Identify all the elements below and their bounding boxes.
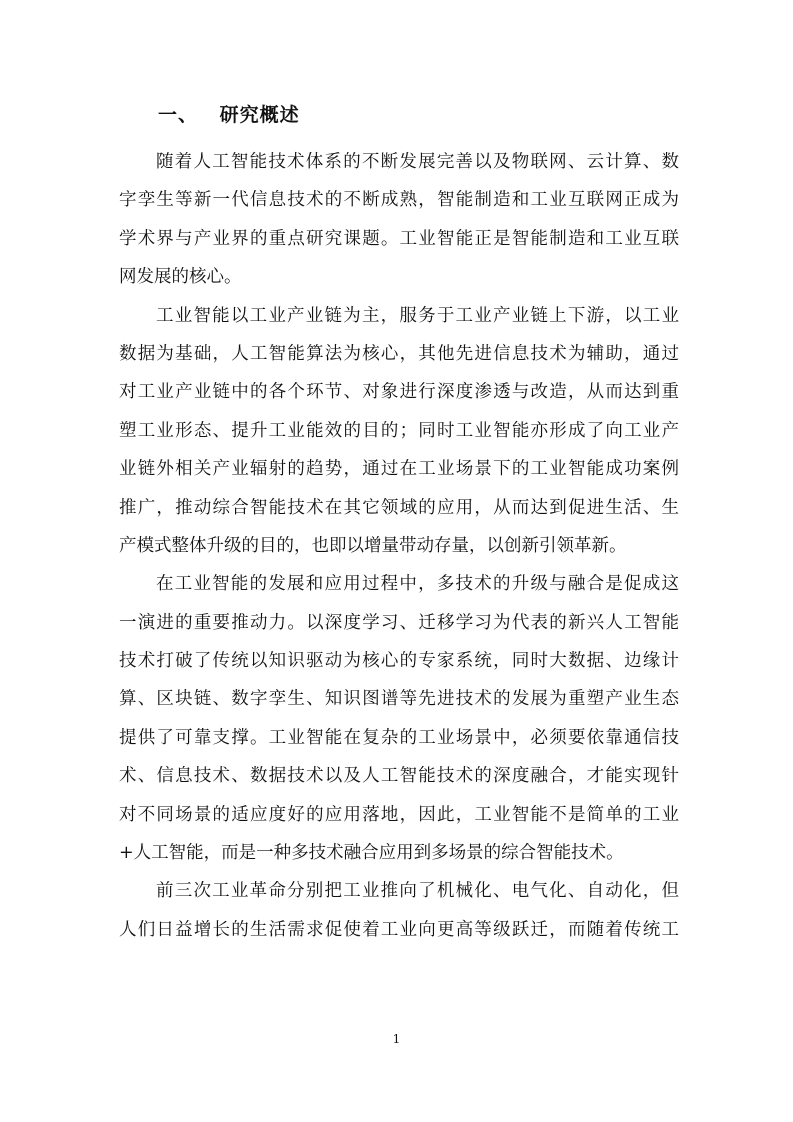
section-title: 研究概述 [219, 104, 300, 126]
text-line: 算、区块链、数字孪生、知识图谱等先进技术的发展为重塑产业生态 [119, 689, 679, 710]
text-line: 塑工业形态、提升工业能效的目的；同时工业智能亦形成了向工业产 [119, 420, 679, 441]
text-line: 网发展的核心。 [119, 267, 242, 288]
text-line: 在工业智能的发展和应用过程中，多技术的升级与融合是促成这 [156, 574, 679, 595]
text-line: 数据为基础，人工智能算法为核心，其他先进信息技术为辅助，通过 [119, 343, 679, 364]
text-line: 学术界与产业界的重点研究课题。工业智能正是智能制造和工业互联 [119, 228, 679, 249]
text-line: 随着人工智能技术体系的不断发展完善以及物联网、云计算、数 [156, 152, 679, 172]
section-heading [158, 100, 300, 130]
body-text [119, 143, 679, 949]
text-line: 工业智能以工业产业链为主，服务于工业产业链上下游，以工业 [156, 305, 679, 326]
text-line: 人们日益增长的生活需求促使着工业向更高等级跃迁，而随着传统工 [119, 919, 679, 940]
text-line: 一演进的重要推动力。以深度学习、迁移学习为代表的新兴人工智能 [119, 612, 679, 633]
paragraph-1 [119, 143, 679, 297]
text-line: 推广，推动综合智能技术在其它领域的应用，从而达到促进生活、生 [119, 497, 679, 518]
text-line: 业链外相关产业辐射的趋势，通过在工业场景下的工业智能成功案例 [119, 459, 679, 480]
text-line: 字孪生等新一代信息技术的不断成熟，智能制造和工业互联网正成为 [119, 190, 679, 211]
text-line: 对不同场景的适应度好的应用落地，因此，工业智能不是简单的工业 [119, 804, 679, 825]
text-line: 技术打破了传统以知识驱动为核心的专家系统，同时大数据、边缘计 [119, 651, 679, 672]
paragraph-2 [119, 297, 679, 566]
paragraph-3 [119, 565, 679, 872]
text-line: 提供了可靠支撑。工业智能在复杂的工业场景中，必须要依靠通信技 [119, 727, 679, 748]
text-line: 对工业产业链中的各个环节、对象进行深度渗透与改造，从而达到重 [119, 382, 679, 403]
text-line: 前三次工业革命分别把工业推向了机械化、电气化、自动化，但 [156, 881, 679, 902]
paragraph-4 [119, 872, 679, 949]
text-line: 术、信息技术、数据技术以及人工智能技术的深度融合，才能实现针 [119, 766, 679, 787]
section-number: 一、 [158, 104, 199, 126]
text-line: 产模式整体升级的目的，也即以增量带动存量，以创新引领革新。 [119, 535, 627, 556]
page-number: 1 [392, 1032, 401, 1046]
text-line: +人工智能，而是一种多技术融合应用到多场景的综合智能技术。 [119, 843, 624, 864]
